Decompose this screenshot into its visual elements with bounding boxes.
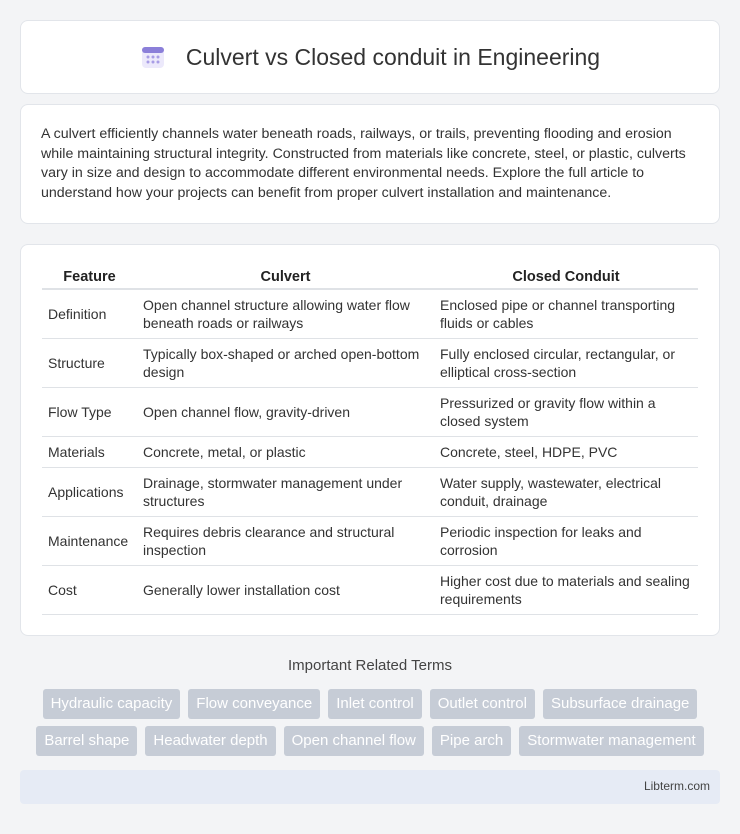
related-term-tag[interactable]: Headwater depth: [145, 726, 275, 756]
intro-card: [20, 104, 720, 224]
closed-conduit-cell: Higher cost due to materials and sealing requirements: [434, 566, 698, 615]
related-term-tag[interactable]: Flow conveyance: [188, 689, 320, 719]
related-term-tag[interactable]: Pipe arch: [432, 726, 511, 756]
feature-cell: Maintenance: [42, 517, 137, 566]
feature-cell: Cost: [42, 566, 137, 615]
column-header-culvert: Culvert: [137, 265, 434, 290]
intro-text: A culvert efficiently channels water beneath roads, railways, or trails, preventing flooding and erosion while maintaining structural integrity. Constructed from materials like concrete, steel, or plastic, culverts vary in size and design to accommodate different environmental needs. Explore the full article to understand how your projects can benefit from proper culvert installation and maintenance.: [41, 126, 686, 201]
closed-conduit-cell: Enclosed pipe or channel transporting fluids or cables: [434, 290, 698, 339]
table-row: [42, 437, 698, 468]
culvert-cell: Requires debris clearance and structural inspection: [137, 517, 434, 566]
culvert-cell: Drainage, stormwater management under structures: [137, 468, 434, 517]
culvert-cell: Open channel flow, gravity-driven: [137, 388, 434, 437]
related-term-tag[interactable]: Barrel shape: [36, 726, 137, 756]
table-row: [42, 290, 698, 339]
comparison-table: [42, 265, 698, 615]
closed-conduit-cell: Water supply, wastewater, electrical conduit, drainage: [434, 468, 698, 517]
header-card: [20, 20, 720, 94]
closed-conduit-cell: Pressurized or gravity flow within a closed system: [434, 388, 698, 437]
related-term-tag[interactable]: Hydraulic capacity: [43, 689, 181, 719]
culvert-cell: Generally lower installation cost: [137, 566, 434, 615]
table-row: [42, 339, 698, 388]
feature-cell: Definition: [42, 290, 137, 339]
related-terms-row-2: [20, 726, 720, 756]
culvert-cell: Open channel structure allowing water flow beneath roads or railways: [137, 290, 434, 339]
column-header-feature: Feature: [42, 265, 137, 290]
related-term-tag[interactable]: Subsurface drainage: [543, 689, 697, 719]
related-terms-row-1: [20, 689, 720, 719]
footer-site-link[interactable]: Libterm.com: [643, 779, 710, 793]
feature-cell: Flow Type: [42, 388, 137, 437]
feature-cell: Materials: [42, 437, 137, 468]
table-row: [42, 388, 698, 437]
table-header-row: [42, 265, 698, 290]
related-terms-title: Important Related Terms: [288, 657, 452, 674]
page-title: Culvert vs Closed conduit in Engineering: [185, 43, 601, 70]
closed-conduit-cell: Concrete, steel, HDPE, PVC: [434, 437, 698, 468]
culvert-cell: Typically box-shaped or arched open-bottom design: [137, 339, 434, 388]
related-term-tag[interactable]: Inlet control: [328, 689, 422, 719]
related-term-tag[interactable]: Open channel flow: [284, 726, 424, 756]
comparison-table-card: [20, 244, 720, 636]
table-row: [42, 566, 698, 615]
calendar-icon: [140, 44, 166, 70]
closed-conduit-cell: Periodic inspection for leaks and corrosion: [434, 517, 698, 566]
closed-conduit-cell: Fully enclosed circular, rectangular, or elliptical cross-section: [434, 339, 698, 388]
column-header-closed-conduit: Closed Conduit: [434, 265, 698, 290]
table-row: [42, 468, 698, 517]
feature-cell: Structure: [42, 339, 137, 388]
feature-cell: Applications: [42, 468, 137, 517]
footer-bar: [20, 770, 720, 804]
related-term-tag[interactable]: Outlet control: [430, 689, 535, 719]
table-row: [42, 517, 698, 566]
related-term-tag[interactable]: Stormwater management: [519, 726, 703, 756]
culvert-cell: Concrete, metal, or plastic: [137, 437, 434, 468]
